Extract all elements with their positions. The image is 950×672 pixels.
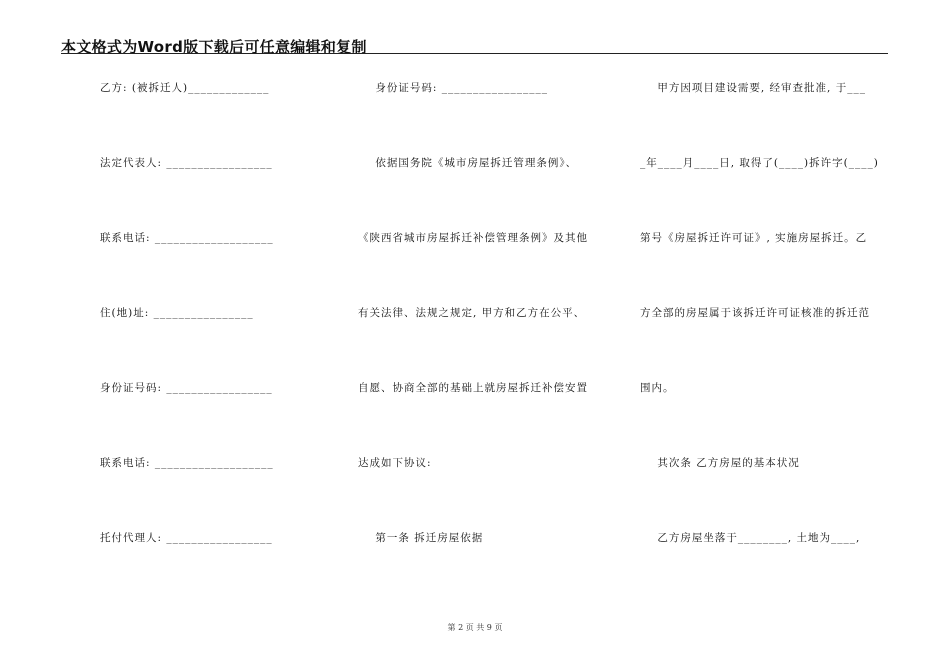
party-b-line: 乙方: (被拆迁人)_____________ — [100, 82, 270, 94]
right-line-2: _年____月____日, 取得了(____)拆许字(____) — [640, 157, 879, 169]
phone-line-2: 联系电话: ___________________ — [100, 457, 274, 469]
phone-line-1: 联系电话: ___________________ — [100, 232, 274, 244]
middle-line-5: 自愿、协商全部的基础上就房屋拆迁补偿安置 — [358, 382, 588, 394]
right-line-4: 方全部的房屋属于该拆迁许可证核准的拆迁范 — [640, 307, 870, 319]
header-divider — [61, 53, 888, 54]
article-two-heading: 其次条 乙方房屋的基本状况 — [640, 457, 800, 469]
right-line-1: 甲方因项目建设需要, 经审查批准, 于___ — [640, 82, 866, 94]
id-number-line: 身份证号码: _________________ — [100, 382, 273, 394]
page-number: 第 2 页 共 9 页 — [447, 623, 503, 632]
middle-line-4: 有关法律、法规之规定, 甲方和乙方在公平、 — [358, 307, 586, 319]
article-one-heading: 第一条 拆迁房屋依据 — [358, 532, 484, 544]
right-line-7: 乙方房屋坐落于________, 土地为____, — [640, 532, 861, 544]
agent-line: 托付代理人: _________________ — [100, 532, 273, 544]
middle-line-2: 依据国务院《城市房屋拆迁管理条例》、 — [358, 157, 578, 169]
middle-line-6: 达成如下协议: — [358, 457, 432, 469]
middle-line-1: 身份证号码: _________________ — [358, 82, 548, 94]
legal-rep-line: 法定代表人: _________________ — [100, 157, 273, 169]
address-line: 住(地)址: ________________ — [100, 307, 254, 319]
document-header-title: 本文格式为Word版下载后可任意编辑和复制 — [61, 38, 367, 56]
right-line-5: 围内。 — [640, 382, 675, 394]
right-line-3: 第号《房屋拆迁许可证》, 实施房屋拆迁。乙 — [640, 232, 868, 244]
middle-line-3: 《陕西省城市房屋拆迁补偿管理条例》及其他 — [358, 232, 588, 244]
